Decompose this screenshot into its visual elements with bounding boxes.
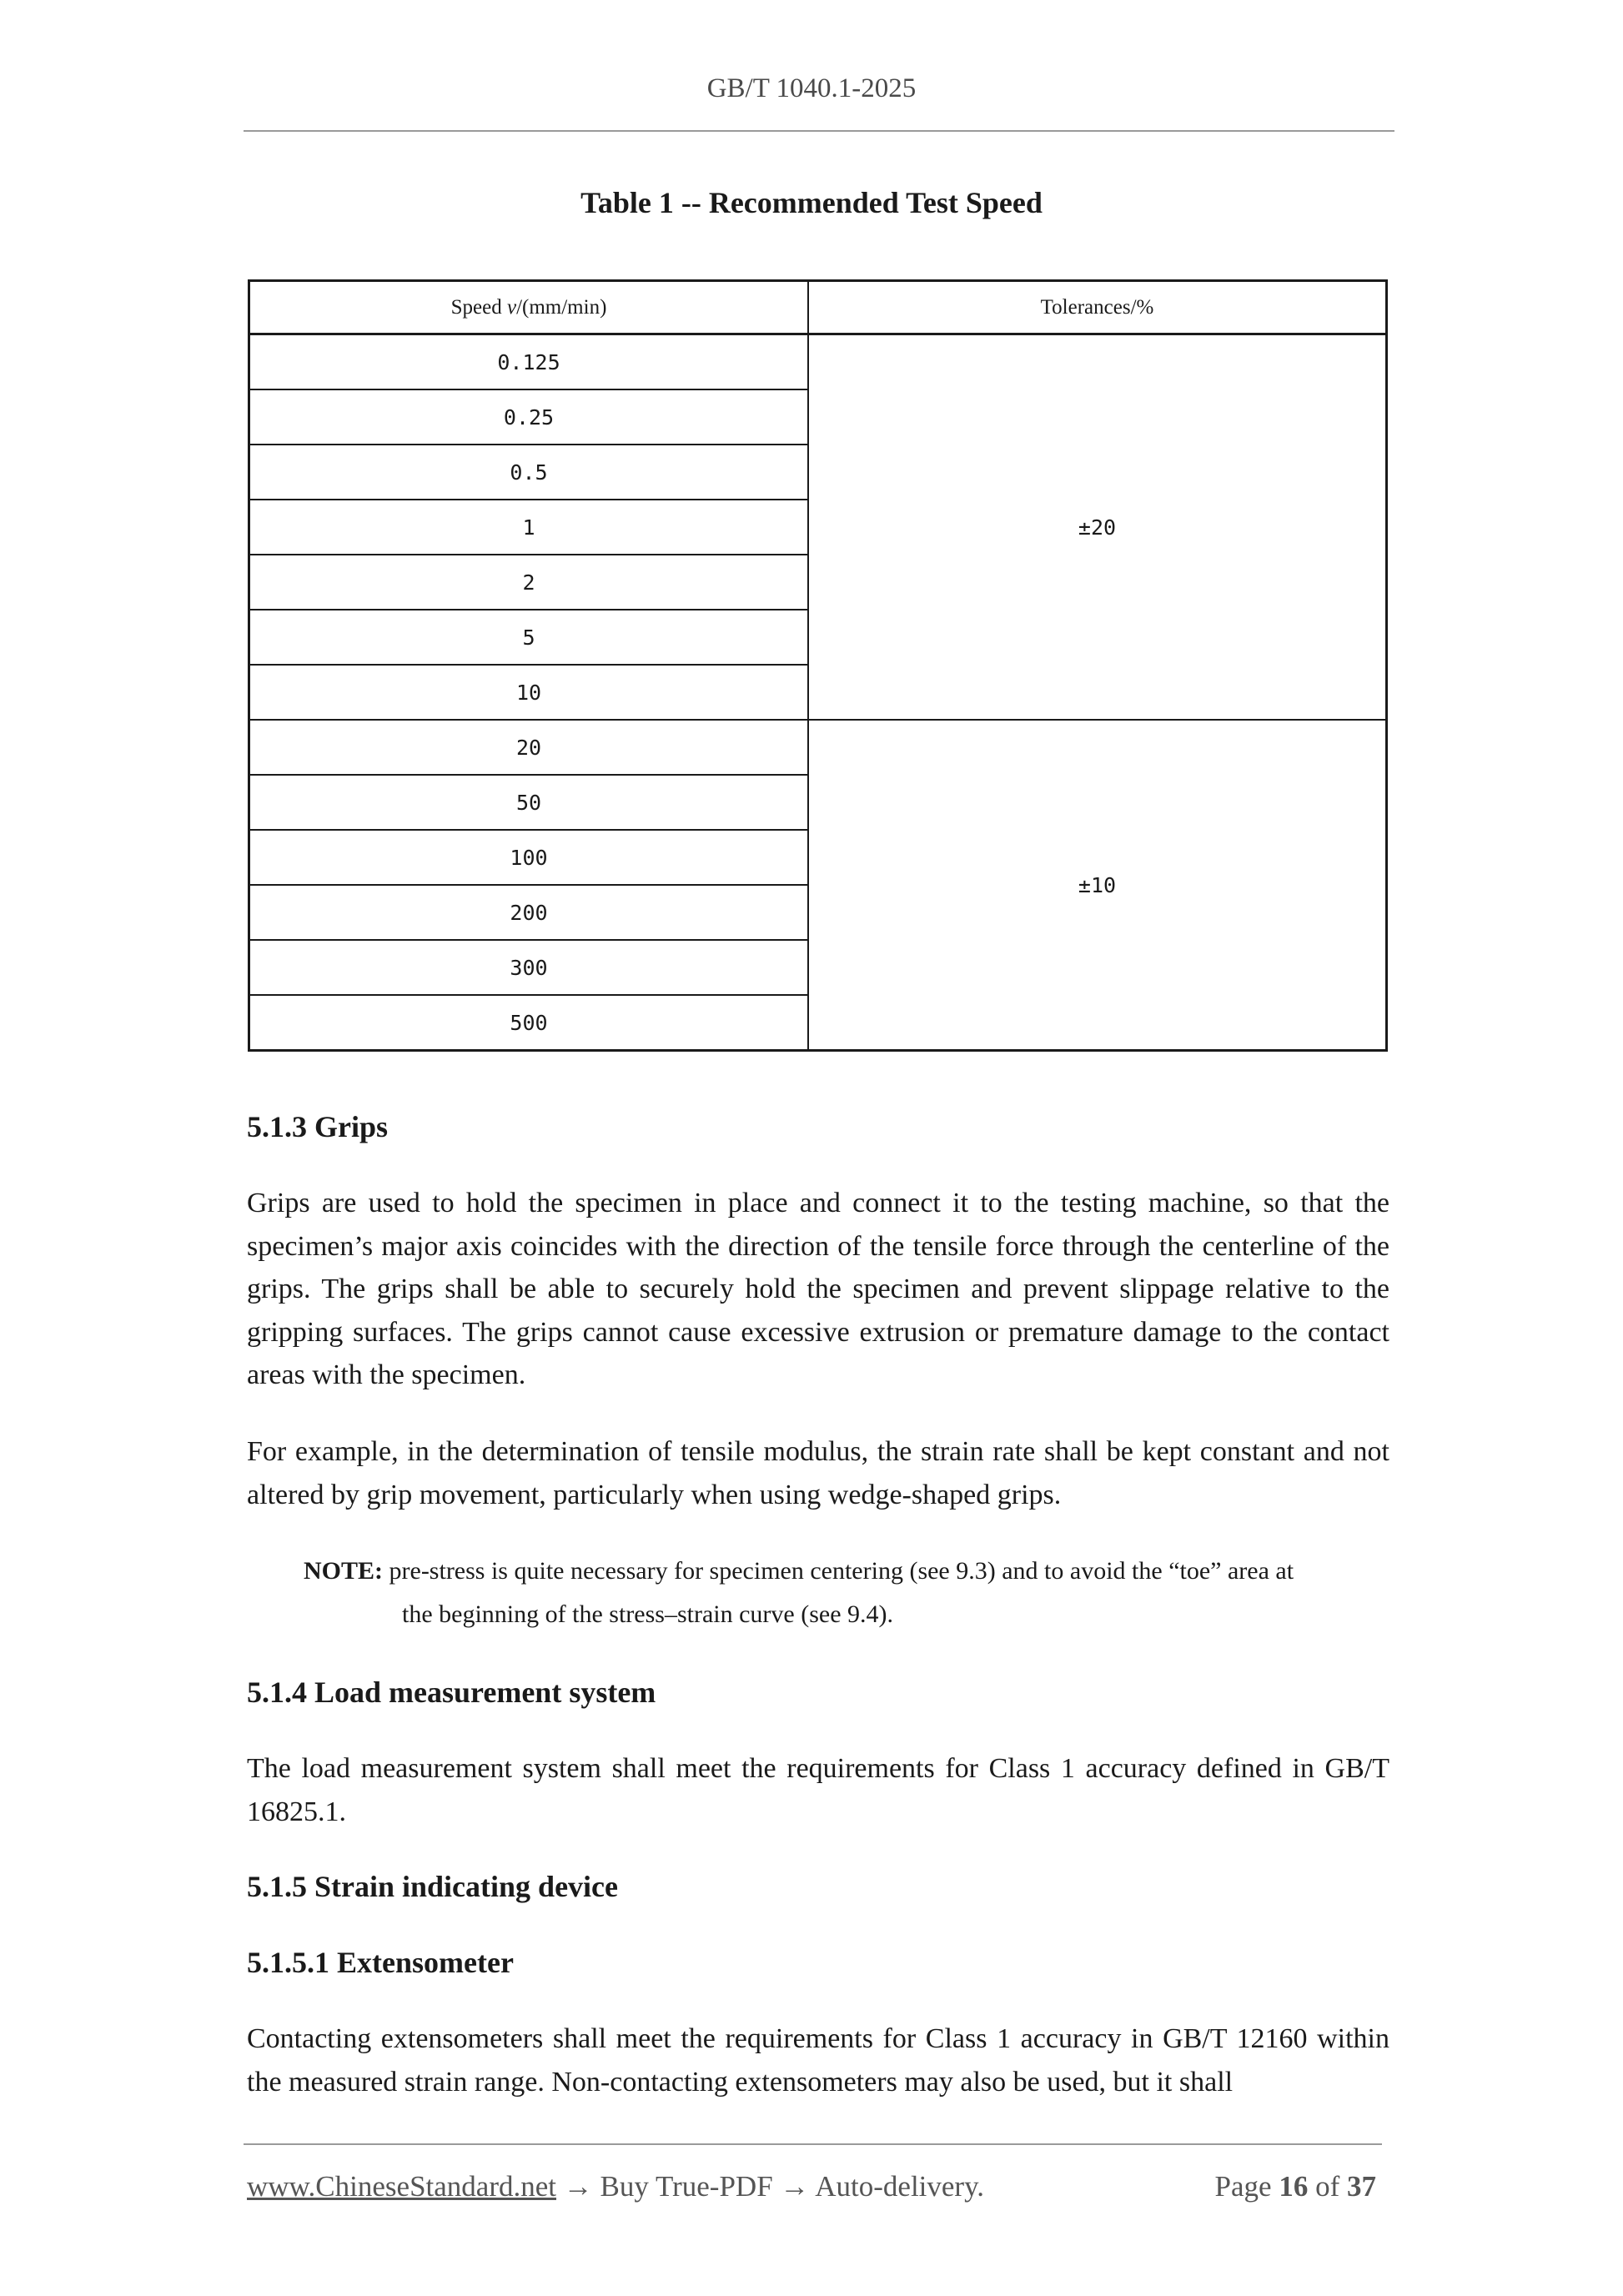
table-row (249, 334, 1387, 390)
total-page-count: 37 (1347, 2170, 1376, 2203)
table-row (249, 720, 1387, 775)
buy-link: Buy True-PDF (600, 2170, 773, 2203)
footer-divider (244, 2143, 1382, 2145)
speed-cell: 200 (249, 885, 809, 940)
tolerance-column-header: Tolerances/% (808, 281, 1387, 334)
note-block: NOTE: pre-stress is quite necessary for specimen centering (see 9.3) and to avoid the “toe” area at the beginning of the stress–strain curve (see 9.4). (304, 1557, 1294, 1628)
load-paragraph: The load measurement system shall meet the requirements for Class 1 accuracy defined in GB/T 16825.1. (247, 1753, 1389, 1827)
grips-paragraph: Grips are used to hold the specimen in place and connect it to the testing machine, so that the specimen’s major axis coincides with the direction of the tensile force through the centerline of the grips. The grips shall be able to securely hold the specimen and prevent slippage relative to the gripping surfaces. The grips cannot cause excessive extrusion or premature damage to the contact areas with the specimen. (247, 1188, 1389, 1390)
speed-cell: 50 (249, 775, 809, 830)
recommended-test-speed-table (248, 279, 1388, 1052)
current-page-number: 16 (1279, 2170, 1309, 2203)
site-link[interactable]: www.ChineseStandard.net (247, 2170, 556, 2203)
note-label: NOTE: (304, 1557, 384, 1585)
table-caption: Table 1 -- Recommended Test Speed (580, 186, 1043, 219)
speed-cell: 100 (249, 830, 809, 885)
grips-example-paragraph: For example, in the determination of tensile modulus, the strain rate shall be kept constant and not altered by grip movement, particularly when using wedge-shaped grips. (247, 1436, 1389, 1510)
speed-cell: 5 (249, 610, 809, 665)
speed-cell: 20 (249, 720, 809, 775)
section-heading-strain: 5.1.5 Strain indicating device (247, 1870, 619, 1903)
table-header-row (249, 281, 1387, 334)
tolerance-cell: ±10 (808, 720, 1387, 1051)
tolerance-cell: ±20 (808, 334, 1387, 721)
header-divider (244, 130, 1394, 132)
speed-cell: 0.25 (249, 389, 809, 445)
section-heading-extensometer: 5.1.5.1 Extensometer (247, 1946, 514, 1979)
footer-promo: www.ChineseStandard.net → Buy True-PDF → Auto-delivery. (247, 2170, 985, 2203)
document-id-header: GB/T 1040.1-2025 (706, 73, 917, 103)
speed-cell: 0.5 (249, 445, 809, 500)
speed-cell: 10 (249, 665, 809, 720)
speed-cell: 500 (249, 995, 809, 1051)
extensometer-paragraph: Contacting extensometers shall meet the requirements for Class 1 accuracy in GB/T 12160 within the measured strain range. Non-contacting extensometers may also be used, but it shall (247, 2023, 1389, 2098)
speed-cell: 0.125 (249, 334, 809, 390)
speed-cell: 2 (249, 555, 809, 610)
speed-cell: 300 (249, 940, 809, 995)
section-heading-grips: 5.1.3 Grips (247, 1110, 389, 1143)
page-indicator: Page 16 of 37 (1214, 2170, 1376, 2203)
speed-column-header: Speed v/(mm/min) (249, 281, 809, 334)
section-heading-load: 5.1.4 Load measurement system (247, 1676, 656, 1709)
speed-cell: 1 (249, 500, 809, 555)
